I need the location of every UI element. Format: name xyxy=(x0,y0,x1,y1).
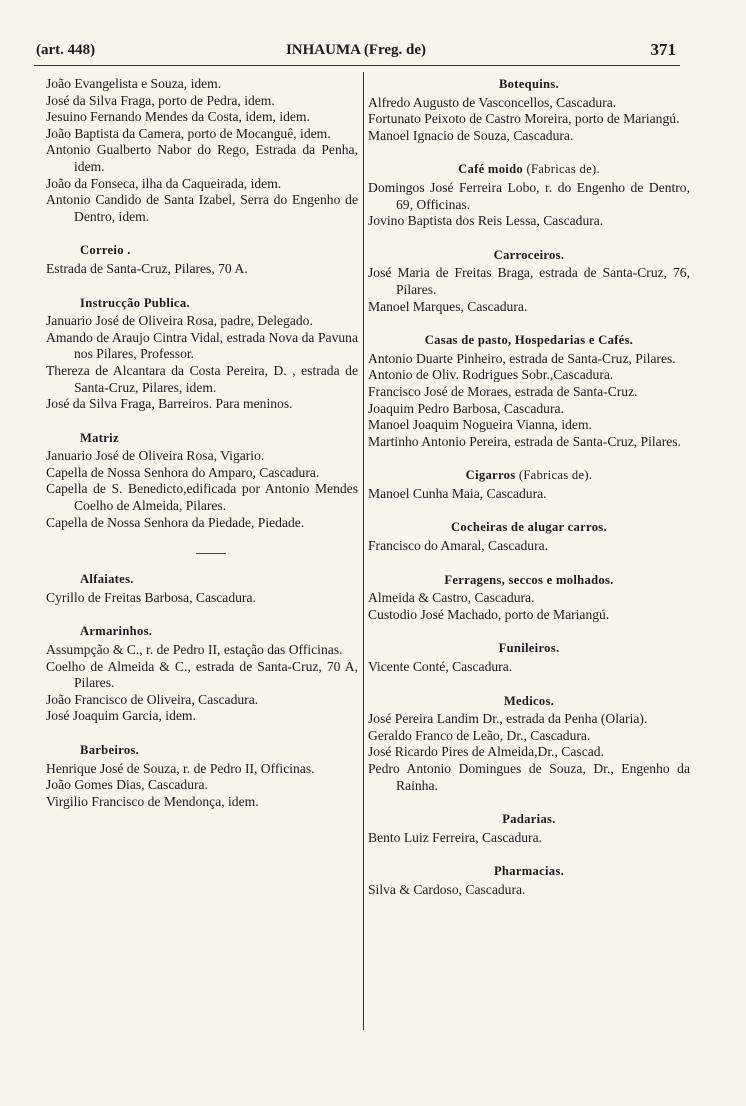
directory-entry: Capella de Nossa Senhora do Amparo, Cascadura. xyxy=(46,464,320,480)
section-title: Pharmacias. xyxy=(493,864,565,879)
directory-entry: Alfredo Augusto de Vasconcellos, Cascadura. xyxy=(368,94,617,110)
directory-entry: Antonio Gualberto Nabor do Rego, Estrada da Penha, idem. xyxy=(46,142,358,174)
directory-entry: Manoel Joaquim Nogueira Vianna, idem. xyxy=(368,417,592,433)
directory-entry: João Evangelista e Souza, idem. xyxy=(46,76,222,91)
directory-entry: João Francisco de Oliveira, Cascadura. xyxy=(46,691,259,707)
directory-entry: Antonio de Oliv. Rodrigues Sobr.,Cascadura. xyxy=(368,367,614,383)
directory-entry: Capella de S. Benedicto,edificada por Antonio Mendes Coelho de Almeida, Pilares. xyxy=(46,481,358,514)
directory-entry: José Pereira Landim Dr., estrada da Penha (Olaria). xyxy=(368,711,648,727)
section-heading xyxy=(368,467,690,484)
directory-entry: Almeida & Castro, Cascadura. xyxy=(368,590,535,606)
section-heading xyxy=(368,640,690,657)
directory-entry: Francisco do Amaral, Cascadura. xyxy=(368,538,549,554)
directory-entry: José da Silva Fraga, Barreiros. Para meninos. xyxy=(46,396,293,412)
section-title: Medicos. xyxy=(503,693,555,708)
page-number: 371 xyxy=(650,40,676,59)
directory-entry: Pedro Antonio Domingues de Souza, Dr., Engenho da Rainha. xyxy=(368,761,690,793)
section-heading xyxy=(80,742,358,759)
directory-entry: Manoel Cunha Maia, Cascadura. xyxy=(368,485,547,501)
directory-entry: Vicente Conté, Cascadura. xyxy=(368,659,513,675)
section-heading xyxy=(80,430,358,447)
directory-entry: Martinho Antonio Pereira, estrada de Santa-Cruz, Pilares. xyxy=(368,433,681,449)
directory-entry: Henrique José de Souza, r. de Pedro II, Officinas. xyxy=(46,760,315,776)
section-heading xyxy=(368,161,690,178)
section-heading xyxy=(368,332,690,349)
directory-entry: Antonio Duarte Pinheiro, estrada de Santa-Cruz, Pilares. xyxy=(368,350,676,366)
section-title: Armarinhos. xyxy=(80,624,153,639)
directory-entry: Capella de Nossa Senhora da Piedade, Piedade. xyxy=(46,514,305,530)
right-column xyxy=(368,76,690,899)
directory-entry: Francisco José de Moraes, estrada de Santa-Cruz. xyxy=(368,383,638,399)
directory-entry: Januario José de Oliveira Rosa, Vigario. xyxy=(46,448,265,464)
section-heading xyxy=(80,242,358,259)
directory-entry: José da Silva Fraga, porto de Pedra, idem. xyxy=(46,92,275,108)
section-heading xyxy=(368,519,690,536)
divider-rule xyxy=(196,553,226,554)
directory-entry: Estrada de Santa-Cruz, Pilares, 70 A. xyxy=(46,260,248,276)
header-rule xyxy=(34,65,680,66)
section-title: Barbeiros. xyxy=(80,743,140,757)
directory-entry: Coelho de Almeida & C., estrada de Santa-Cruz, 70 A, Pilares. xyxy=(46,658,358,691)
section-title: Botequins. xyxy=(498,77,560,91)
section-heading xyxy=(368,572,690,589)
directory-entry: Fortunato Peixoto de Castro Moreira, porto de Mariangú. xyxy=(368,111,680,127)
directory-entry: Geraldo Franco de Leão, Dr., Cascadura. xyxy=(368,727,591,743)
section-title: Instrucção Publica. xyxy=(80,295,190,310)
section-title: Cigarros xyxy=(465,468,516,483)
section-title: Café moido xyxy=(458,162,524,177)
directory-entry: Cyrillo de Freitas Barbosa, Cascadura. xyxy=(46,589,256,605)
directory-entry: Thereza de Alcantara da Costa Pereira, D. , estrada de Santa-Cruz, Pilares, idem. xyxy=(46,362,358,395)
column-divider xyxy=(363,72,364,1030)
directory-entry: José Joaquim Garcia, idem. xyxy=(46,708,196,724)
directory-entry: Amando de Araujo Cintra Vidal, estrada Nova da Pavuna nos Pilares, Professor. xyxy=(46,329,358,362)
directory-entry: Silva & Cardoso, Cascadura. xyxy=(368,881,526,897)
section-title: Alfaiates. xyxy=(80,572,134,587)
directory-entry: Bento Luiz Ferreira, Cascadura. xyxy=(368,829,543,845)
directory-entry: Jovino Baptista dos Reis Lessa, Cascadura. xyxy=(368,213,604,229)
directory-entry: José Maria de Freitas Braga, estrada de Santa-Cruz, 76, Pilares. xyxy=(368,265,690,297)
section-heading xyxy=(368,863,690,880)
directory-entry: José Ricardo Pires de Almeida,Dr., Cascad. xyxy=(368,744,604,760)
section-heading xyxy=(368,247,690,264)
section-title: Cocheiras de alugar carros. xyxy=(451,520,607,535)
directory-entry: Custodio José Machado, porto de Mariangú. xyxy=(368,606,610,622)
left-column xyxy=(46,76,358,810)
page-header xyxy=(36,38,676,64)
directory-entry: João Baptista da Camera, porto de Mocanguê, idem. xyxy=(46,125,331,141)
section-heading xyxy=(80,571,358,588)
section-title: Padarias. xyxy=(502,812,556,827)
directory-entry: Jesuino Fernando Mendes da Costa, idem, idem. xyxy=(46,109,310,125)
directory-entry: Virgilio Francisco de Mendonça, idem. xyxy=(46,793,259,809)
directory-entry: Domingos José Ferreira Lobo, r. do Engenho de Dentro, 69, Officinas. xyxy=(368,179,690,212)
section-heading xyxy=(368,811,690,828)
directory-entry: Antonio Candido de Santa Izabel, Serra do Engenho de Dentro, idem. xyxy=(46,192,358,224)
section-title: Matriz xyxy=(80,430,119,445)
article-ref: (art. 448) xyxy=(36,42,96,58)
section-heading xyxy=(80,295,358,312)
section-title: Correio . xyxy=(80,243,131,258)
directory-entry: João Gomes Dias, Cascadura. xyxy=(46,777,208,793)
directory-entry: João da Fonseca, ilha da Caqueirada, idem. xyxy=(46,175,282,191)
section-note: (Fabricas de). xyxy=(526,162,600,177)
page-title: INHAUMA (Freg. de) xyxy=(285,42,427,58)
section-note: (Fabricas de). xyxy=(518,468,593,483)
directory-entry: Assumpção & C., r. de Pedro II, estação das Officinas. xyxy=(46,642,343,658)
section-heading xyxy=(368,76,690,93)
directory-entry: Joaquim Pedro Barbosa, Cascadura. xyxy=(368,400,564,416)
section-title: Carroceiros. xyxy=(493,247,565,262)
directory-entry: Januario José de Oliveira Rosa, padre, Delegado. xyxy=(46,313,313,329)
section-heading xyxy=(368,693,690,710)
section-title: Funileiros. xyxy=(498,641,560,656)
section-title: Ferragens, seccos e molhados. xyxy=(444,572,614,587)
section-title: Casas de pasto, Hospedarias e Cafés. xyxy=(424,333,634,348)
section-heading xyxy=(80,623,358,640)
directory-entry: Manoel Ignacio de Souza, Cascadura. xyxy=(368,127,574,143)
directory-entry: Manoel Marques, Cascadura. xyxy=(368,298,528,314)
